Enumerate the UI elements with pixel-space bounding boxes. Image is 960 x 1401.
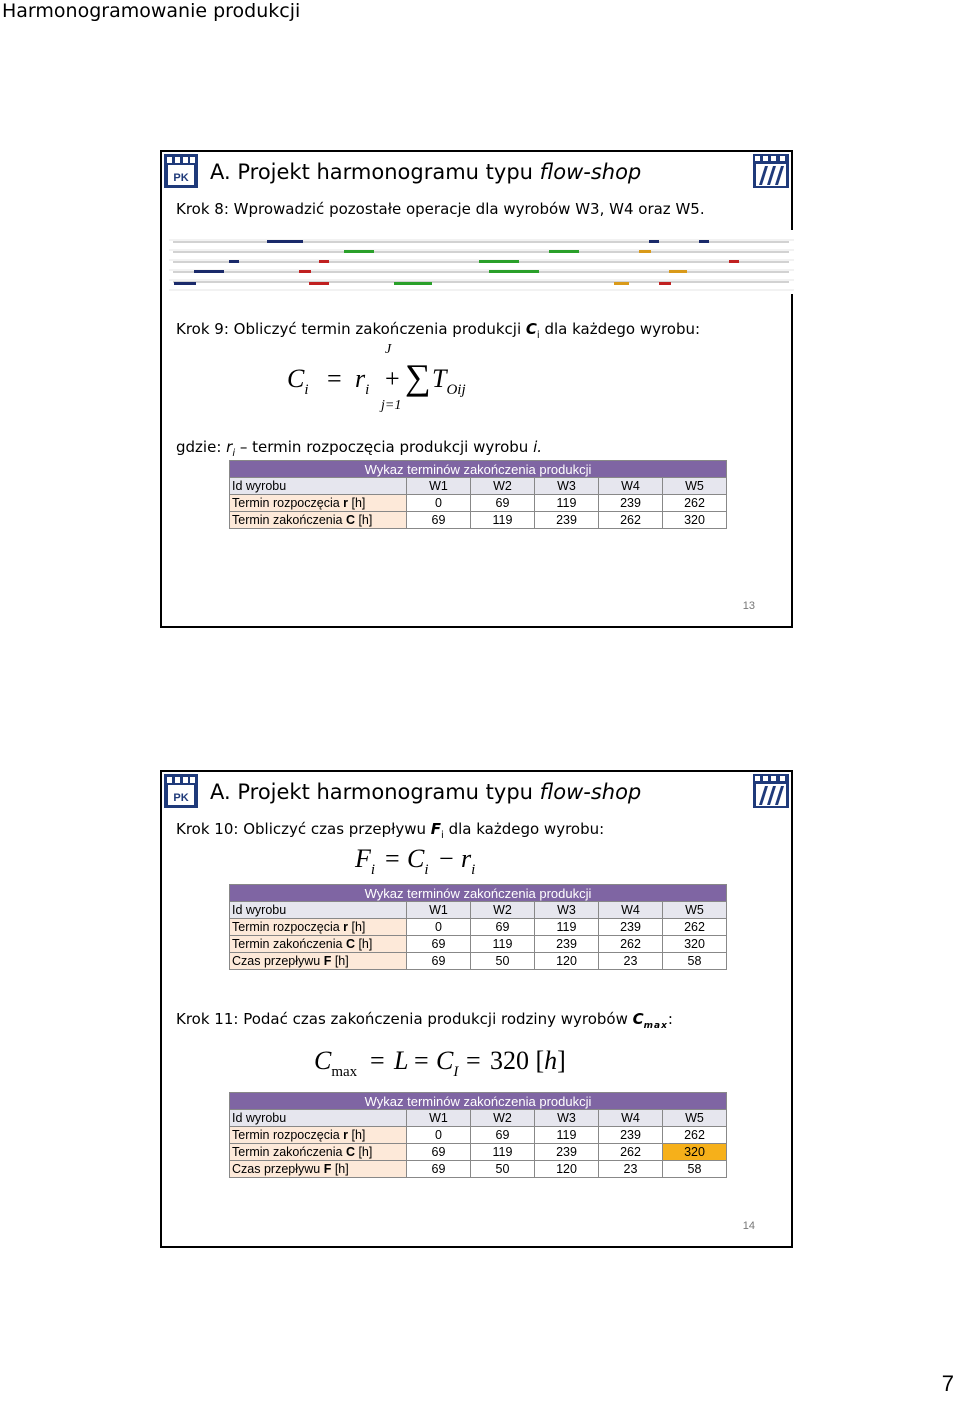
completion-times-table xyxy=(229,460,727,529)
step-11-text: Krok 11: Podać czas zakończenia produkcji rodziny wyrobów $C_{max}$: xyxy=(176,1010,673,1031)
step-8-text: Krok 8: Wprowadzić pozostałe operacje dla wyrobów W3, W4 oraz W5. xyxy=(176,200,705,218)
value-cell: 262 xyxy=(599,1144,663,1161)
value-cell: 50 xyxy=(471,1161,535,1178)
cmax-highlight-cell: 320 xyxy=(663,1144,727,1161)
id-cell: W5 xyxy=(663,902,727,919)
value-cell: 239 xyxy=(599,919,663,936)
id-cell: W3 xyxy=(535,1110,599,1127)
slide-number: 13 xyxy=(742,600,755,612)
table-row xyxy=(230,953,727,970)
ids-label: Id wyrobu xyxy=(230,902,407,919)
value-cell: 50 xyxy=(471,953,535,970)
value-cell: 0 xyxy=(407,919,471,936)
id-cell: W5 xyxy=(663,1110,727,1127)
value-cell: 239 xyxy=(535,512,599,529)
table-row xyxy=(230,512,727,529)
cmax-table xyxy=(229,1092,727,1178)
emblem-icon xyxy=(753,154,789,188)
value-cell: 119 xyxy=(471,512,535,529)
row-label: Czas przepływu F [h] xyxy=(230,953,407,970)
flow-times-table xyxy=(229,884,727,970)
value-cell: 119 xyxy=(535,1127,599,1144)
row-label: Termin rozpoczęcia r [h] xyxy=(230,1127,407,1144)
value-cell: 69 xyxy=(407,512,471,529)
value-cell: 69 xyxy=(471,495,535,512)
row-label: Termin zakończenia C [h] xyxy=(230,1144,407,1161)
slide-13: PK A. Projekt harmonogramu typu flow-shop Krok 8: Wprowadzić pozostałe operacje dla wyrobów W3, W4 oraz W5. Krok 9: Obliczyć termin zakończenia produkcji $C_i$ dla każdego wyrobu: $C_i$ = $r_i$ + J ∑ j=1 $T_{Oij}$ gdzie: $r_i$ – termin rozpoczęcia produkcji wyrobu i. Wykaz terminów zakończenia produkcji Id wyrobu W1 W2 W3 W4 W5 Termin rozpoczęcia r [h] 0 69 119 239 262 Termin zakończenia C [h] 69 119 239 262 320 13 xyxy=(160,150,793,628)
value-cell: 239 xyxy=(599,495,663,512)
id-cell: W1 xyxy=(407,902,471,919)
table-row xyxy=(230,919,727,936)
value-cell: 262 xyxy=(663,919,727,936)
table-row xyxy=(230,495,727,512)
slide-heading: A. Projekt harmonogramu typu flow-shop xyxy=(210,160,642,184)
slide-number: 14 xyxy=(742,1220,755,1232)
table-header: Wykaz terminów zakończenia produkcji xyxy=(230,885,727,902)
id-cell: W5 xyxy=(663,478,727,495)
table-row xyxy=(230,1161,727,1178)
row-label: Czas przepływu F [h] xyxy=(230,1161,407,1178)
gantt-chart-thumbnail xyxy=(169,230,794,294)
value-cell: 262 xyxy=(663,495,727,512)
id-cell: W3 xyxy=(535,478,599,495)
value-cell: 23 xyxy=(599,953,663,970)
value-cell: 239 xyxy=(599,1127,663,1144)
id-cell: W1 xyxy=(407,478,471,495)
value-cell: 69 xyxy=(471,1127,535,1144)
value-cell: 120 xyxy=(535,1161,599,1178)
value-cell: 23 xyxy=(599,1161,663,1178)
slide-heading: A. Projekt harmonogramu typu flow-shop xyxy=(210,780,642,804)
row-label: Termin zakończenia C [h] xyxy=(230,512,407,529)
id-cell: W2 xyxy=(471,478,535,495)
ids-label: Id wyrobu xyxy=(230,1110,407,1127)
pk-logo-icon xyxy=(164,774,198,808)
table-row xyxy=(230,1127,727,1144)
value-cell: 320 xyxy=(663,936,727,953)
value-cell: 262 xyxy=(663,1127,727,1144)
where-text: gdzie: $r_i$ – termin rozpoczęcia produkcji wyrobu i. xyxy=(176,438,543,459)
ids-label: Id wyrobu xyxy=(230,478,407,495)
row-label: Termin rozpoczęcia r [h] xyxy=(230,919,407,936)
id-cell: W3 xyxy=(535,902,599,919)
svg-text:PK: PK xyxy=(173,792,189,804)
value-cell: 69 xyxy=(407,936,471,953)
value-cell: 69 xyxy=(471,919,535,936)
slide-14: PK A. Projekt harmonogramu typu flow-shop Krok 10: Obliczyć czas przepływu $F_i$ dla każdego wyrobu: $F_i$ = $C_i$ − $r_i$ Wykaz terminów zakończenia produkcji Id wyrobu W1 W2 W3 W4 W5 Termin rozpoczęcia r [h] 0 69 119 239 262 Termin zakończenia C [h] 69 119 239 262 320 Czas przepływu F [h] 69 50 120 23 58 Krok 11: Podać czas zakończenia produkcji rodziny wyrobów $C_{max}$: $C_{max}$ = L = $C_I$ = 320 [h] Wykaz terminów zakończenia produkcji Id wyrobu W1 W2 W3 W4 W5 Termin rozpoczęcia r [h] 0 69 119 239 262 Termin zakończenia C [h] 69 119 239 262 320 Czas przepływu F [h] 69 50 120 23 58 14 xyxy=(160,770,793,1248)
value-cell: 69 xyxy=(407,1144,471,1161)
row-label: Termin rozpoczęcia r [h] xyxy=(230,495,407,512)
value-cell: 58 xyxy=(663,953,727,970)
value-cell: 120 xyxy=(535,953,599,970)
pk-logo-icon xyxy=(164,154,198,188)
svg-text:PK: PK xyxy=(173,172,189,184)
value-cell: 320 xyxy=(663,512,727,529)
value-cell: 262 xyxy=(599,512,663,529)
table-header: Wykaz terminów zakończenia produkcji xyxy=(230,1093,727,1110)
value-cell: 0 xyxy=(407,1127,471,1144)
value-cell: 119 xyxy=(535,495,599,512)
value-cell: 119 xyxy=(471,1144,535,1161)
table-row xyxy=(230,1144,727,1161)
value-cell: 262 xyxy=(599,936,663,953)
step-10-text: Krok 10: Obliczyć czas przepływu $F_i$ dla każdego wyrobu: xyxy=(176,820,605,841)
value-cell: 119 xyxy=(471,936,535,953)
table-row xyxy=(230,936,727,953)
step-9-text: Krok 9: Obliczyć termin zakończenia produkcji $C_i$ dla każdego wyrobu: xyxy=(176,320,701,341)
value-cell: 239 xyxy=(535,1144,599,1161)
value-cell: 119 xyxy=(535,919,599,936)
id-cell: W4 xyxy=(599,1110,663,1127)
value-cell: 239 xyxy=(535,936,599,953)
value-cell: 0 xyxy=(407,495,471,512)
id-cell: W2 xyxy=(471,902,535,919)
table-header: Wykaz terminów zakończenia produkcji xyxy=(230,461,727,478)
row-label: Termin zakończenia C [h] xyxy=(230,936,407,953)
id-cell: W1 xyxy=(407,1110,471,1127)
value-cell: 69 xyxy=(407,953,471,970)
id-cell: W4 xyxy=(599,478,663,495)
id-cell: W2 xyxy=(471,1110,535,1127)
emblem-icon xyxy=(753,774,789,808)
id-cell: W4 xyxy=(599,902,663,919)
value-cell: 58 xyxy=(663,1161,727,1178)
value-cell: 69 xyxy=(407,1161,471,1178)
page-number: 7 xyxy=(941,1371,954,1396)
document-title: Harmonogramowanie produkcji xyxy=(2,0,301,22)
